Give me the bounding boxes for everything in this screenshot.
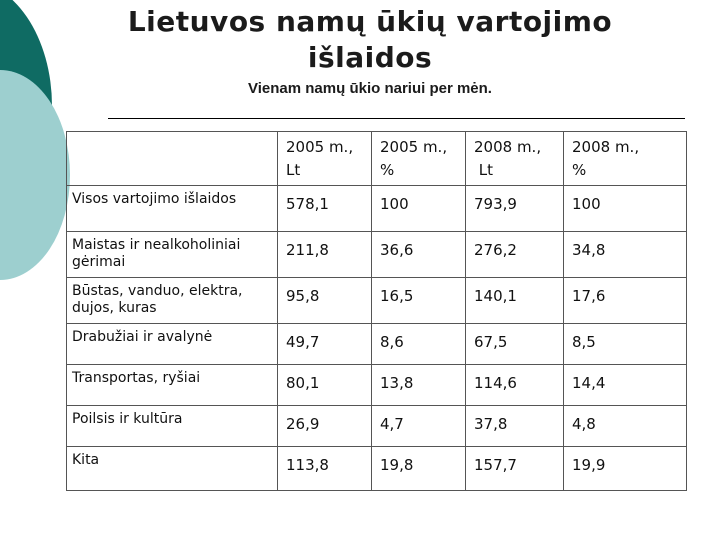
expenditure-table — [66, 131, 687, 491]
value-cell: 114,6 — [466, 365, 564, 406]
value-cell: 578,1 — [278, 186, 372, 232]
header-unit: Lt — [286, 161, 301, 179]
value-cell: 4,7 — [372, 406, 466, 447]
header-unit: % — [572, 161, 587, 179]
value-cell: 19,8 — [372, 447, 466, 491]
table-row — [67, 365, 687, 406]
value-cell: 16,5 — [372, 278, 466, 324]
table-row — [67, 324, 687, 365]
table-header-cell — [564, 132, 687, 186]
value-cell: 100 — [564, 186, 687, 232]
table-row — [67, 186, 687, 232]
decorative-light-circle — [0, 70, 70, 280]
value-cell: 34,8 — [564, 232, 687, 278]
value-cell: 276,2 — [466, 232, 564, 278]
row-label: Drabužiai ir avalynė — [67, 324, 278, 365]
value-cell: 113,8 — [278, 447, 372, 491]
table-row — [67, 447, 687, 491]
slide-title-line1: Lietuvos namų ūkių vartojimo — [127, 5, 613, 38]
value-cell: 95,8 — [278, 278, 372, 324]
header-unit: % — [380, 161, 395, 179]
row-label: Transportas, ryšiai — [67, 365, 278, 406]
row-label: Poilsis ir kultūra — [67, 406, 278, 447]
title-divider — [108, 118, 685, 119]
row-label: Būstas, vanduo, elektra, dujos, kuras — [67, 278, 278, 324]
value-cell: 793,9 — [466, 186, 564, 232]
value-cell: 13,8 — [372, 365, 466, 406]
value-cell: 36,6 — [372, 232, 466, 278]
value-cell: 157,7 — [466, 447, 564, 491]
header-unit: Lt — [474, 161, 494, 179]
value-cell: 100 — [372, 186, 466, 232]
header-year: 2008 m., — [474, 138, 542, 156]
table-row — [67, 278, 687, 324]
value-cell: 8,6 — [372, 324, 466, 365]
table-header-cell — [278, 132, 372, 186]
row-label: Kita — [67, 447, 278, 491]
slide-subtitle: Vienam namų ūkio nariui per mėn. — [248, 80, 492, 97]
value-cell: 19,9 — [564, 447, 687, 491]
value-cell: 140,1 — [466, 278, 564, 324]
row-label: Visos vartojimo išlaidos — [67, 186, 278, 232]
table-header-cell — [372, 132, 466, 186]
table-header-empty-cell — [67, 132, 278, 186]
row-label: Maistas ir nealkoholiniai gėrimai — [67, 232, 278, 278]
table-row — [67, 232, 687, 278]
value-cell: 67,5 — [466, 324, 564, 365]
slide-title — [90, 4, 650, 76]
header-year: 2005 m., — [286, 138, 354, 156]
slide-title-line2: išlaidos — [307, 41, 433, 74]
value-cell: 17,6 — [564, 278, 687, 324]
value-cell: 4,8 — [564, 406, 687, 447]
header-year: 2005 m., — [380, 138, 448, 156]
table-header-cell — [466, 132, 564, 186]
header-year: 2008 m., — [572, 138, 640, 156]
value-cell: 49,7 — [278, 324, 372, 365]
value-cell: 8,5 — [564, 324, 687, 365]
table-header-row — [67, 132, 687, 186]
table-row — [67, 406, 687, 447]
value-cell: 26,9 — [278, 406, 372, 447]
value-cell: 14,4 — [564, 365, 687, 406]
value-cell: 211,8 — [278, 232, 372, 278]
value-cell: 80,1 — [278, 365, 372, 406]
value-cell: 37,8 — [466, 406, 564, 447]
